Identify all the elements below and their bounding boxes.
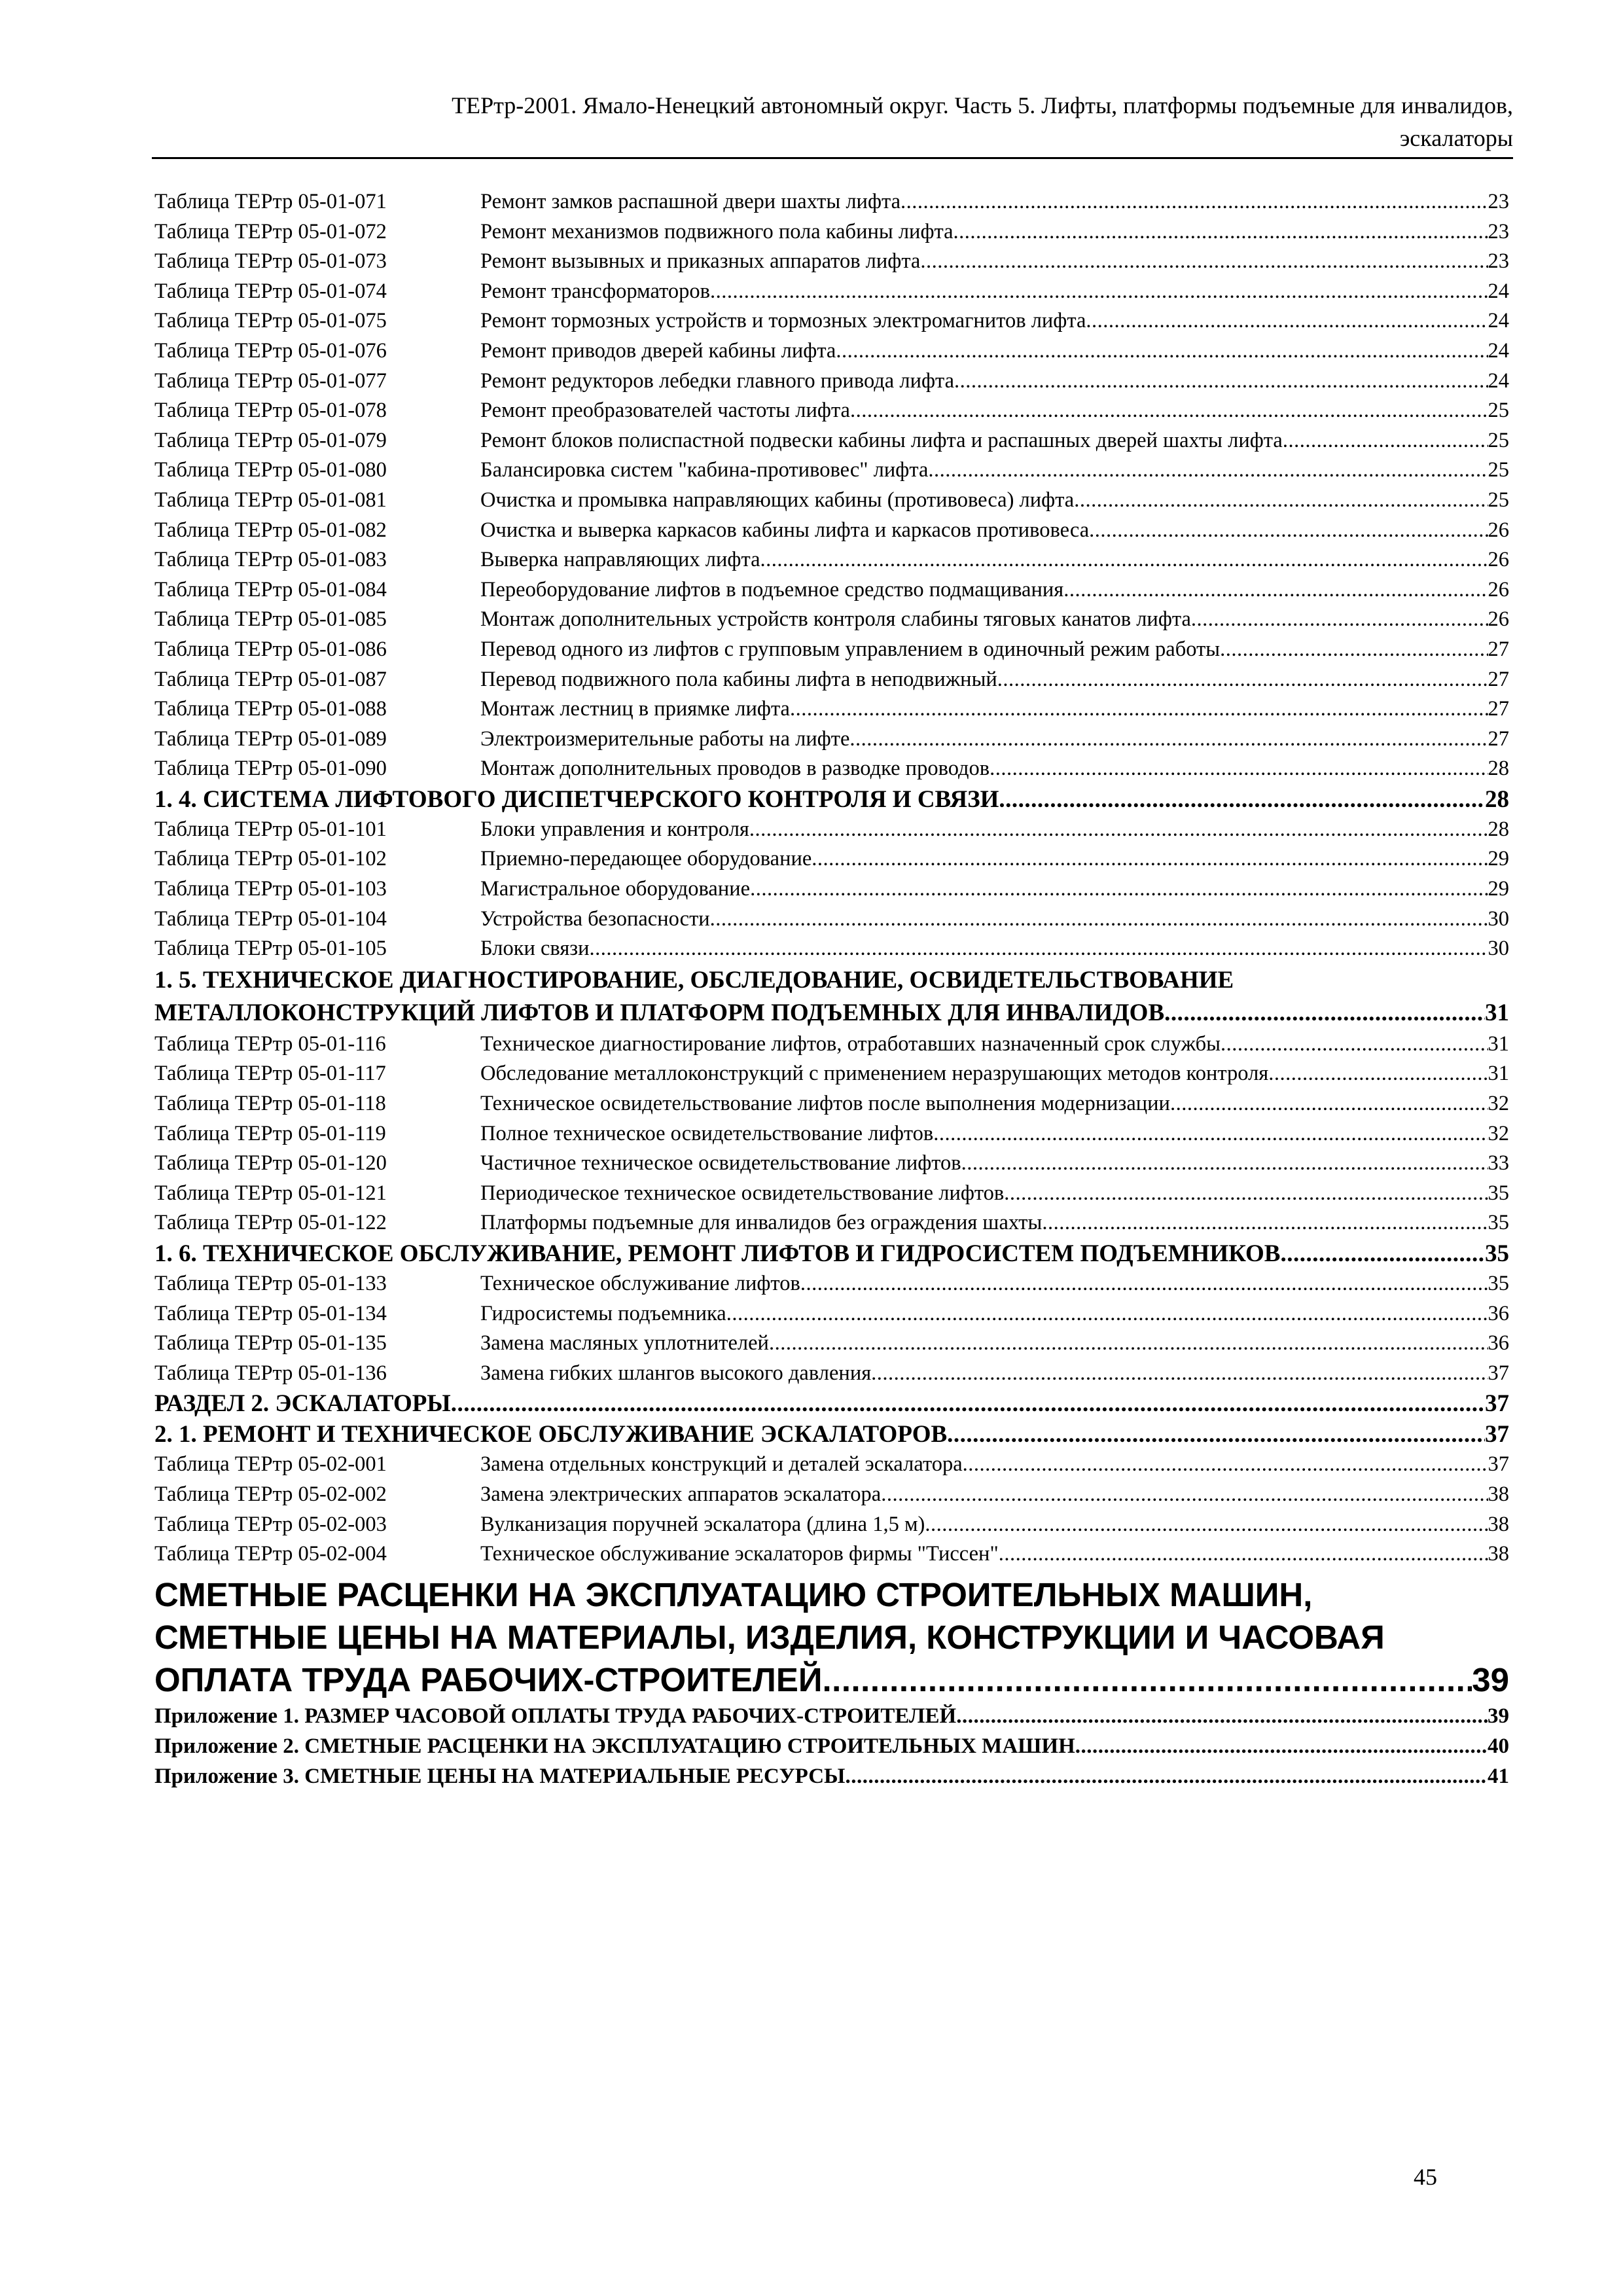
toc-section-2-1[interactable] [154, 1419, 1509, 1450]
toc-table-entry[interactable] [154, 1179, 1509, 1209]
table-code: Таблица ТЕРтр 05-01-133 [154, 1272, 387, 1295]
page-ref: 35 [1488, 1181, 1509, 1205]
page-ref: 41 [1488, 1764, 1509, 1788]
big-section-line2: СМЕТНЫЕ ЦЕНЫ НА МАТЕРИАЛЫ, ИЗДЕЛИЯ, КОНСТРУКЦИИ И ЧАСОВАЯ [154, 1618, 1385, 1656]
toc-table-entry[interactable] [154, 1539, 1509, 1570]
dot-leader [997, 665, 1488, 695]
toc-table-entry[interactable] [154, 874, 1509, 905]
table-of-contents [154, 187, 1509, 1791]
page-ref: 24 [1488, 368, 1509, 393]
dot-leader [1089, 516, 1488, 546]
header-line-1: ТЕРтр-2001. Ямало-Ненецкий автономный округ. Часть 5. Лифты, платформы подъемные для инвалидов, [452, 92, 1513, 118]
page-ref: 35 [1485, 1240, 1509, 1267]
entry-title: Ремонт приводов дверей кабины лифта [480, 338, 836, 363]
table-code: Таблица ТЕРтр 05-01-136 [154, 1361, 387, 1385]
page-ref: 39 [1488, 1704, 1509, 1728]
section-title: 1. 6. ТЕХНИЧЕСКОЕ ОБСЛУЖИВАНИЕ, РЕМОНТ ЛИФТОВ И ГИДРОСИСТЕМ ПОДЪЕМНИКОВ [154, 1240, 1281, 1267]
page-ref: 40 [1488, 1734, 1509, 1758]
toc-table-entry[interactable] [154, 1480, 1509, 1510]
toc-table-entry[interactable] [154, 456, 1509, 486]
dot-leader [990, 754, 1488, 784]
toc-table-entry[interactable] [154, 575, 1509, 605]
entry-title: Техническое освидетельствование лифтов после выполнения модернизации [480, 1092, 1170, 1116]
table-code: Таблица ТЕРтр 05-01-084 [154, 577, 387, 601]
big-section-line1: СМЕТНЫЕ РАСЦЕНКИ НА ЭКСПЛУАТАЦИЮ СТРОИТЕЛЬНЫХ МАШИН, [154, 1575, 1313, 1613]
page-ref: 37 [1488, 1452, 1509, 1477]
dot-leader [1086, 306, 1488, 336]
toc-appendix-entry[interactable] [154, 1761, 1509, 1791]
table-code: Таблица ТЕРтр 05-02-003 [154, 1512, 387, 1536]
table-code: Таблица ТЕРтр 05-02-001 [154, 1452, 387, 1477]
page-ref: 29 [1488, 877, 1509, 901]
table-code: Таблица ТЕРтр 05-01-077 [154, 368, 387, 393]
dot-leader [961, 1149, 1488, 1179]
page-ref: 23 [1488, 190, 1509, 213]
dot-leader [710, 277, 1488, 307]
toc-table-entry[interactable] [154, 844, 1509, 874]
table-code: Таблица ТЕРтр 05-01-076 [154, 338, 387, 363]
entry-title: Электроизмерительные работы на лифте [480, 726, 850, 751]
page-ref: 27 [1488, 637, 1509, 661]
dot-leader [933, 1119, 1488, 1149]
entry-title: Полное техническое освидетельствование лифтов [480, 1121, 934, 1145]
entry-title: Ремонт замков распашной двери шахты лифта [480, 190, 901, 213]
toc-group-tables-e [154, 1450, 1509, 1569]
entry-title: Замена отдельных конструкций и деталей эскалатора [480, 1452, 963, 1477]
dot-leader [849, 725, 1488, 755]
dot-leader [726, 1299, 1488, 1329]
page-ref: 38 [1488, 1512, 1509, 1536]
table-code: Таблица ТЕРтр 05-01-081 [154, 488, 387, 512]
toc-table-entry[interactable] [154, 1030, 1509, 1060]
table-code: Таблица ТЕРтр 05-01-073 [154, 249, 387, 274]
page-ref: 25 [1488, 458, 1509, 482]
toc-group-tables-b [154, 815, 1509, 964]
table-code: Таблица ТЕРтр 05-01-105 [154, 937, 387, 961]
dot-leader [1268, 1059, 1488, 1089]
header-line-2: эскалаторы [1399, 125, 1513, 151]
toc-table-entry[interactable] [154, 1329, 1509, 1359]
table-code: Таблица ТЕРтр 05-01-122 [154, 1211, 387, 1235]
toc-section-1-4[interactable] [154, 784, 1509, 815]
table-code: Таблица ТЕРтр 05-02-002 [154, 1482, 387, 1506]
dot-leader [836, 336, 1488, 367]
table-code: Таблица ТЕРтр 05-01-079 [154, 428, 387, 452]
entry-title: Техническое диагностирование лифтов, отработавших назначенный срок службы [480, 1031, 1221, 1056]
table-code: Таблица ТЕРтр 05-02-004 [154, 1542, 387, 1566]
page-ref: 25 [1488, 428, 1509, 452]
dot-leader [928, 456, 1488, 486]
entry-title: Техническое обслуживание эскалаторов фирмы "Тиссен" [480, 1542, 999, 1566]
section-title: 2. 1. РЕМОНТ И ТЕХНИЧЕСКОЕ ОБСЛУЖИВАНИЕ ЭСКАЛАТОРОВ [154, 1421, 948, 1448]
entry-title: Ремонт трансформаторов [480, 279, 710, 303]
toc-table-entry[interactable] [154, 725, 1509, 755]
dot-leader [1063, 575, 1488, 605]
table-code: Таблица ТЕРтр 05-01-082 [154, 518, 387, 542]
table-code: Таблица ТЕРтр 05-01-087 [154, 667, 387, 691]
page-ref: 36 [1488, 1301, 1509, 1325]
dot-leader [954, 367, 1488, 397]
page-ref: 31 [1488, 1031, 1509, 1056]
page-ref: 23 [1488, 219, 1509, 243]
dot-leader [954, 217, 1488, 247]
entry-title: Периодическое техническое освидетельствование лифтов [480, 1181, 1005, 1205]
page-ref: 24 [1488, 309, 1509, 333]
dot-leader [1170, 1089, 1488, 1119]
dot-leader [1164, 997, 1485, 1030]
toc-table-entry[interactable] [154, 545, 1509, 575]
table-code: Таблица ТЕРтр 05-01-088 [154, 697, 387, 721]
page-ref: 28 [1488, 817, 1509, 841]
entry-title: Приложение 3. СМЕТНЫЕ ЦЕНЫ НА МАТЕРИАЛЬНЫЕ РЕСУРСЫ [154, 1764, 846, 1788]
toc-table-entry[interactable] [154, 1359, 1509, 1389]
toc-table-entry[interactable] [154, 1299, 1509, 1329]
dot-leader [850, 396, 1488, 426]
table-code: Таблица ТЕРтр 05-01-135 [154, 1331, 387, 1355]
entry-title: Перевод одного из лифтов с групповым управлением в одиночный режим работы [480, 637, 1221, 661]
entry-title: Очистка и выверка каркасов кабины лифта и каркасов противовеса [480, 518, 1090, 542]
toc-table-entry[interactable] [154, 1450, 1509, 1480]
page-ref: 26 [1488, 518, 1509, 542]
entry-title: Блоки управления и контроля [480, 817, 749, 841]
table-code: Таблица ТЕРтр 05-01-074 [154, 279, 387, 303]
entry-title: Устройства безопасности [480, 906, 710, 931]
entry-title: Ремонт редукторов лебедки главного привода лифта [480, 368, 955, 393]
entry-title: Блоки связи [480, 937, 590, 961]
table-code: Таблица ТЕРтр 05-01-080 [154, 458, 387, 482]
toc-table-entry[interactable] [154, 1208, 1509, 1238]
table-code: Таблица ТЕРтр 05-01-117 [154, 1062, 386, 1086]
dot-leader [1221, 1030, 1488, 1060]
page-ref: 27 [1488, 667, 1509, 691]
table-code: Таблица ТЕРтр 05-01-075 [154, 309, 387, 333]
dot-leader [1283, 426, 1488, 456]
dot-leader [1042, 1208, 1488, 1238]
dot-leader [901, 187, 1488, 217]
toc-appendix-entry[interactable] [154, 1731, 1509, 1761]
section-title-line1: 1. 5. ТЕХНИЧЕСКОЕ ДИАГНОСТИРОВАНИЕ, ОБСЛЕДОВАНИЕ, ОСВИДЕТЕЛЬСТВОВАНИЕ [154, 966, 1234, 994]
toc-table-entry[interactable] [154, 516, 1509, 546]
page-ref: 31 [1485, 999, 1509, 1026]
entry-title: Магистральное оборудование [480, 877, 751, 901]
page-ref: 28 [1485, 785, 1509, 813]
section-title: РАЗДЕЛ 2. ЭСКАЛАТОРЫ [154, 1390, 451, 1418]
page-ref: 37 [1485, 1421, 1509, 1448]
page-ref: 26 [1488, 548, 1509, 572]
page-ref: 35 [1488, 1211, 1509, 1235]
toc-section-1-5-line1[interactable] [154, 964, 1509, 997]
dot-leader [920, 247, 1488, 277]
page-ref: 38 [1488, 1542, 1509, 1566]
dot-leader [963, 1450, 1488, 1480]
dot-leader [845, 1761, 1488, 1791]
entry-title: Приложение 1. РАЗМЕР ЧАСОВОЙ ОПЛАТЫ ТРУДА РАБОЧИХ-СТРОИТЕЛЕЙ [154, 1704, 957, 1728]
table-code: Таблица ТЕРтр 05-01-103 [154, 877, 387, 901]
page-ref: 26 [1488, 577, 1509, 601]
dot-leader [1004, 1179, 1488, 1209]
entry-title: Замена гибких шлангов высокого давления [480, 1361, 872, 1385]
dot-leader [769, 1329, 1488, 1359]
entry-title: Вулканизация поручней эскалатора (длина 1,5 м) [480, 1512, 925, 1536]
toc-table-entry[interactable] [154, 1119, 1509, 1149]
table-code: Таблица ТЕРтр 05-01-118 [154, 1092, 386, 1116]
entry-title: Ремонт вызывных и приказных аппаратов лифта [480, 249, 921, 274]
table-code: Таблица ТЕРтр 05-01-089 [154, 726, 387, 751]
table-code: Таблица ТЕРтр 05-01-078 [154, 399, 387, 423]
toc-group-appendices [154, 1701, 1509, 1791]
table-code: Таблица ТЕРтр 05-01-116 [154, 1031, 386, 1056]
entry-title: Балансировка систем "кабина-противовес" лифта [480, 458, 929, 482]
toc-table-entry[interactable] [154, 905, 1509, 935]
running-header [152, 89, 1513, 159]
page-ref: 25 [1488, 488, 1509, 512]
entry-title: Очистка и промывка направляющих кабины (противовеса) лифта [480, 488, 1075, 512]
toc-big-section-line3[interactable] [154, 1659, 1509, 1701]
entry-title: Гидросистемы подъемника [480, 1301, 726, 1325]
entry-title: Приемно-передающее оборудование [480, 847, 812, 871]
toc-table-entry[interactable] [154, 934, 1509, 964]
toc-group-tables-c [154, 1030, 1509, 1238]
dot-leader [871, 1359, 1488, 1389]
toc-table-entry[interactable] [154, 694, 1509, 725]
toc-group-tables-d [154, 1269, 1509, 1388]
table-code: Таблица ТЕРтр 05-01-086 [154, 637, 387, 661]
entry-title: Замена масляных уплотнителей [480, 1331, 769, 1355]
entry-title: Выверка направляющих лифта [480, 548, 760, 572]
toc-table-entry[interactable] [154, 367, 1509, 397]
page-ref: 24 [1488, 279, 1509, 303]
table-code: Таблица ТЕРтр 05-01-090 [154, 757, 387, 781]
entry-title: Ремонт преобразователей частоты лифта [480, 399, 850, 423]
big-section-line3: ОПЛАТА ТРУДА РАБОЧИХ-СТРОИТЕЛЕЙ [154, 1660, 823, 1698]
toc-section-1-6[interactable] [154, 1238, 1509, 1269]
toc-table-entry[interactable] [154, 306, 1509, 336]
toc-table-entry[interactable] [154, 1089, 1509, 1119]
table-code: Таблица ТЕРтр 05-01-121 [154, 1181, 387, 1205]
table-code: Таблица ТЕРтр 05-01-072 [154, 219, 387, 243]
page-ref: 37 [1488, 1361, 1509, 1385]
section-title: 1. 4. СИСТЕМА ЛИФТОВОГО ДИСПЕТЧЕРСКОГО КОНТРОЛЯ И СВЯЗИ [154, 785, 999, 813]
page-ref: 27 [1488, 697, 1509, 721]
entry-title: Ремонт блоков полиспастной подвески кабины лифта и распашных дверей шахты лифта [480, 428, 1283, 452]
table-code: Таблица ТЕРтр 05-01-085 [154, 607, 387, 632]
entry-title: Ремонт механизмов подвижного пола кабины лифта [480, 219, 954, 243]
dot-leader [710, 905, 1488, 935]
page-ref: 27 [1488, 726, 1509, 751]
dot-leader [749, 815, 1488, 845]
table-code: Таблица ТЕРтр 05-01-119 [154, 1121, 386, 1145]
page-ref: 29 [1488, 847, 1509, 871]
dot-leader [451, 1388, 1485, 1419]
entry-title: Обследование металлоконструкций с применением неразрушающих методов контроля [480, 1062, 1269, 1086]
toc-table-entry[interactable] [154, 486, 1509, 516]
page-ref: 38 [1488, 1482, 1509, 1506]
section-title-line2: МЕТАЛЛОКОНСТРУКЦИЙ ЛИФТОВ И ПЛАТФОРМ ПОДЪЕМНЫХ ДЛЯ ИНВАЛИДОВ [154, 999, 1165, 1026]
dot-leader [1280, 1238, 1485, 1269]
page-ref: 25 [1488, 399, 1509, 423]
toc-table-entry[interactable] [154, 605, 1509, 635]
page-ref: 33 [1488, 1151, 1509, 1175]
dot-leader [823, 1659, 1472, 1701]
entry-title: Частичное техническое освидетельствование лифтов [480, 1151, 961, 1175]
toc-section-razdel-2[interactable] [154, 1388, 1509, 1419]
toc-section-1-5-line2[interactable] [154, 997, 1509, 1030]
table-code: Таблица ТЕРтр 05-01-134 [154, 1301, 387, 1325]
toc-table-entry[interactable] [154, 217, 1509, 247]
toc-big-section-line2[interactable] [154, 1616, 1509, 1659]
entry-title: Монтаж лестниц в приямке лифта [480, 697, 790, 721]
page-ref: 31 [1488, 1062, 1509, 1086]
dot-leader [1220, 635, 1488, 665]
dot-leader [999, 784, 1485, 815]
dot-leader [590, 934, 1488, 964]
dot-leader [925, 1510, 1488, 1540]
toc-big-section-line1[interactable] [154, 1573, 1509, 1616]
page-ref: 30 [1488, 906, 1509, 931]
page-ref: 26 [1488, 607, 1509, 632]
entry-title: Замена электрических аппаратов эскалатора [480, 1482, 882, 1506]
table-code: Таблица ТЕРтр 05-01-104 [154, 906, 387, 931]
dot-leader [999, 1539, 1488, 1570]
toc-table-entry[interactable] [154, 1059, 1509, 1089]
entry-title: Переоборудование лифтов в подъемное средство подмащивания [480, 577, 1064, 601]
dot-leader [1075, 1731, 1488, 1761]
page-ref: 39 [1472, 1660, 1509, 1698]
table-code: Таблица ТЕРтр 05-01-083 [154, 548, 387, 572]
page-ref: 32 [1488, 1092, 1509, 1116]
dot-leader [790, 694, 1488, 725]
page-ref: 24 [1488, 338, 1509, 363]
dot-leader [750, 874, 1488, 905]
dot-leader [800, 1269, 1488, 1299]
dot-leader [947, 1419, 1485, 1450]
table-code: Таблица ТЕРтр 05-01-101 [154, 817, 387, 841]
dot-leader [760, 545, 1488, 575]
entry-title: Платформы подъемные для инвалидов без ограждения шахты [480, 1211, 1043, 1235]
entry-title: Монтаж дополнительных проводов в разводке проводов [480, 757, 990, 781]
toc-table-entry[interactable] [154, 336, 1509, 367]
dot-leader [1074, 486, 1488, 516]
page-ref: 23 [1488, 249, 1509, 274]
toc-table-entry[interactable] [154, 815, 1509, 845]
dot-leader [956, 1701, 1488, 1731]
entry-title: Монтаж дополнительных устройств контроля слабины тяговых канатов лифта [480, 607, 1191, 632]
toc-table-entry[interactable] [154, 187, 1509, 217]
dot-leader [1191, 605, 1488, 635]
entry-title: Ремонт тормозных устройств и тормозных электромагнитов лифта [480, 309, 1086, 333]
entry-title: Приложение 2. СМЕТНЫЕ РАСЦЕНКИ НА ЭКСПЛУАТАЦИЮ СТРОИТЕЛЬНЫХ МАШИН [154, 1734, 1075, 1758]
page-ref: 36 [1488, 1331, 1509, 1355]
toc-appendix-entry[interactable] [154, 1701, 1509, 1731]
toc-table-entry[interactable] [154, 665, 1509, 695]
toc-table-entry[interactable] [154, 1269, 1509, 1299]
toc-group-tables-a [154, 187, 1509, 784]
page-number: 45 [1414, 2164, 1437, 2190]
dot-leader [812, 844, 1488, 874]
dot-leader [881, 1480, 1488, 1510]
entry-title: Перевод подвижного пола кабины лифта в неподвижный [480, 667, 997, 691]
table-code: Таблица ТЕРтр 05-01-120 [154, 1151, 387, 1175]
entry-title: Техническое обслуживание лифтов [480, 1272, 800, 1295]
page-ref: 35 [1488, 1272, 1509, 1295]
toc-table-entry[interactable] [154, 635, 1509, 665]
page-ref: 28 [1488, 757, 1509, 781]
table-code: Таблица ТЕРтр 05-01-071 [154, 190, 387, 213]
table-code: Таблица ТЕРтр 05-01-102 [154, 847, 387, 871]
toc-table-entry[interactable] [154, 396, 1509, 426]
page-ref: 32 [1488, 1121, 1509, 1145]
page-ref: 37 [1485, 1390, 1509, 1418]
toc-table-entry[interactable] [154, 1510, 1509, 1540]
page-ref: 30 [1488, 937, 1509, 961]
toc-table-entry[interactable] [154, 247, 1509, 277]
toc-table-entry[interactable] [154, 277, 1509, 307]
toc-table-entry[interactable] [154, 426, 1509, 456]
toc-table-entry[interactable] [154, 754, 1509, 784]
toc-table-entry[interactable] [154, 1149, 1509, 1179]
